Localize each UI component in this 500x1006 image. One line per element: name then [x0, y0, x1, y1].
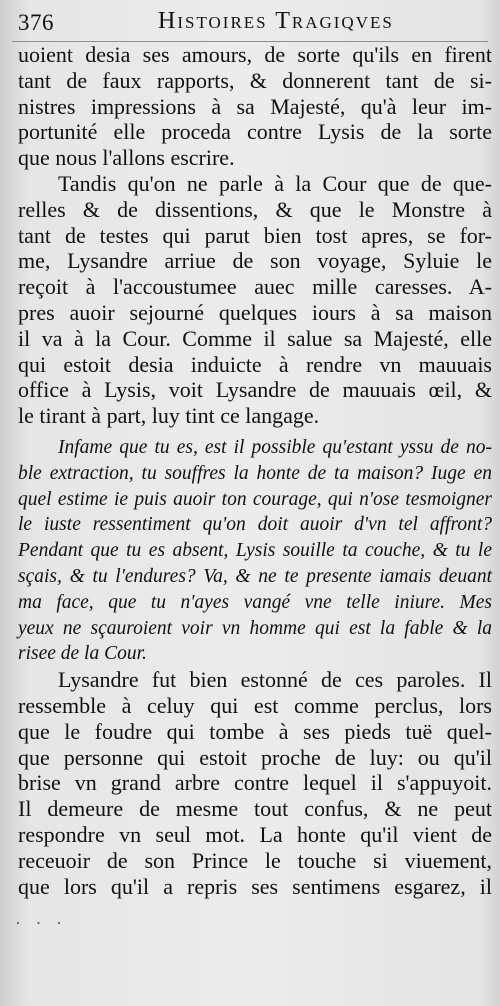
text-line: que nous l'allons escrire.	[18, 145, 235, 171]
text-line: tant de testes qui parut bien tost apres, se for-	[18, 222, 492, 248]
running-title: Histoires Tragiqves	[158, 8, 394, 34]
speech-line: quel estime ie puis auoir ton courage, qui n'ose tesmoigner	[18, 488, 492, 510]
text-line: brise vn grand arbre contre lequel il s'appuyoit.	[18, 770, 492, 796]
text-line: qui estoit desia induicte à rendre vn mauuais	[18, 351, 492, 377]
speech-italic	[18, 435, 492, 667]
page-header	[8, 6, 492, 38]
speech-line: ma face, que tu n'ayes vangé vne telle iniure. Mes	[18, 591, 492, 613]
paragraph-lysandre	[18, 667, 492, 899]
page-body	[18, 42, 492, 899]
text-line: portunité elle proceda contre Lysis de la sorte	[18, 119, 492, 145]
text-line: pres auoir sejourné quelques iours à sa maison	[18, 299, 492, 325]
text-line: reçoit à l'accoustumee auec mille caresses. A-	[18, 274, 492, 300]
text-line: tant de faux rapports, & donnerent tant de si-	[18, 67, 492, 93]
speech-line: Infame que tu es, est il possible qu'estant yssu de no-	[58, 436, 492, 458]
margin-mark: · · ·	[15, 913, 67, 933]
speech-line: Pendant que tu es absent, Lysis souille ta couche, & tu le	[18, 540, 492, 562]
text-line: Tandis qu'on ne parle à la Cour que de que-	[58, 170, 492, 196]
text-line: office à Lysis, voit Lysandre de mauuais œil, &	[18, 377, 492, 403]
speech-line: yeux ne sçauroient voir vn homme qui est la fable & la	[18, 617, 492, 639]
text-line: me, Lysandre arriue de son voyage, Syluie le	[18, 248, 492, 274]
text-line: Lysandre fut bien estonné de ces paroles. Il	[58, 667, 492, 693]
speech-line: ble extraction, tu souffres la honte de ta maison? Iuge en	[18, 462, 492, 484]
speech-line: sçais, & tu l'endures? Va, & ne te presente iamais deuant	[18, 565, 492, 587]
paragraph-court	[18, 171, 492, 429]
page-number: 376	[18, 10, 54, 35]
speech-line: risee de la Cour.	[18, 643, 147, 665]
text-line: le tirant à part, luy tint ce langage.	[18, 403, 320, 429]
text-line: ressemble à celuy qui est comme perclus, lors	[18, 692, 492, 718]
text-line: relles & de dissentions, & que le Monstre à	[18, 196, 492, 222]
text-line: que le foudre qui tombe à ses pieds tuë quel-	[18, 718, 492, 744]
text-line: uoient desia ses amours, de sorte qu'ils en firent	[18, 42, 492, 67]
text-line: Il demeure de mesme tout confus, & ne peut	[18, 796, 492, 822]
text-line: que lors qu'il a repris ses sentimens esgarez, il	[18, 873, 492, 899]
text-line: que personne qui estoit proche de luy: ou qu'il	[18, 744, 492, 770]
text-line: respondre vn seul mot. La honte qu'il vient de	[18, 821, 492, 847]
speech-line: le iuste ressentiment qu'on doit auoir d'vn tel affront?	[18, 514, 492, 536]
text-line: il va à la Cour. Comme il salue sa Majesté, elle	[18, 325, 492, 351]
text-line: nistres impressions à sa Majesté, qu'à leur im-	[18, 93, 492, 119]
text-line: receuoir de son Prince le touche si viuement,	[18, 847, 492, 873]
paragraph-continuation	[18, 42, 492, 171]
